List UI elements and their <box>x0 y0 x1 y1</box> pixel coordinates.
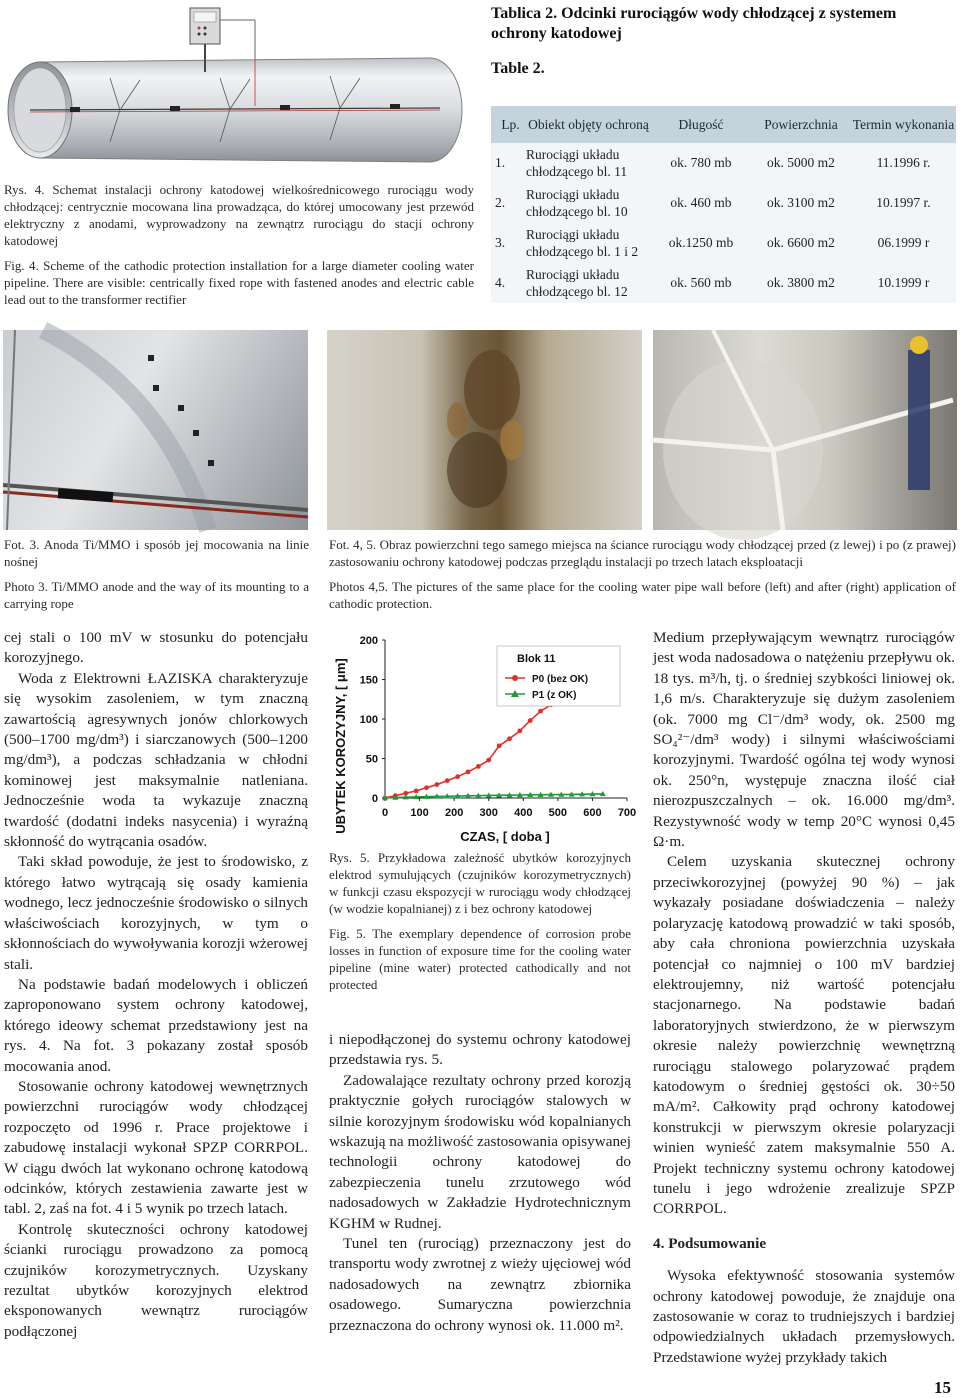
th-date: Termin wykonania <box>852 116 955 132</box>
col2-paragraph: Tunel ten (rurociąg) przeznaczony jest do transportu wody zwrotnej z wieży ujęciowej wód nadosadowych na zewnątrz zbiornika osadowego. Sumaryczna powierzchnia przeznaczona do ochrony wynosi ok. 11.000 m². <box>329 1235 631 1334</box>
cell-date: 10.1999 r <box>877 275 930 290</box>
table-title-text: Tablica 2. Odcinki rurociągów wody chłodzącej z systemem ochrony katodowej <box>491 5 897 42</box>
rys5-caption <box>329 849 631 993</box>
cell-object: Rurociągi układu chłodzącego bl. 11 <box>526 147 628 179</box>
x-tick-label: 600 <box>583 807 602 819</box>
rys4-caption <box>4 181 474 308</box>
data-point <box>507 736 512 741</box>
th-area: Powierzchnia <box>764 116 838 132</box>
col3-paragraph: Medium przepływającym wewnątrz rurociągów jest woda nadosadowa o natężeniu przepływu ok. 18 tys. m³/h, tj. o średniej szybkości liniowej ok. 1,6 m/s. Charakteryzuje się dużym zasoleniem (ok. 7000 mg Cl⁻/dm³ wody, ok. 2500 mg SO₄²⁻/dm³ wody) i silnymi właściwościami korozyjnymi. Twardość ogólna tej wody wynosi ok. 250°n, występuje znaczna ilość ciał nierozpuszczalnych – ok. 16.000 mg/dm³. Rezystywność wody w temp 20°C wynosi 0,45 Ω·m. <box>653 629 955 851</box>
th-lp: Lp. <box>501 116 520 132</box>
table-title-en: Table 2. <box>491 60 545 77</box>
data-point <box>445 778 450 783</box>
fig5-caption-en: Fig. 5. The exemplary dependence of corrosion probe losses in function of exposure time for the cooling water pipeline (mine water) protected cathodically and not protected <box>329 926 631 992</box>
rectifier-cabinet <box>190 8 255 60</box>
y-tick-label: 150 <box>359 674 378 687</box>
data-point <box>528 718 533 723</box>
fot45-caption <box>329 536 956 612</box>
cell-date: 06.1999 r <box>877 235 930 250</box>
table-row <box>491 223 956 263</box>
fot45-caption-pl: Fot. 4, 5. Obraz powierzchni tego samego miejsca na ściance rurociągu wody chłodzącej przed (z lewej) i po (z prawej) zastosowaniu ochrony katodowej podczas przeglądu instalacji po trzech latach eksploatacji <box>329 537 956 569</box>
x-tick-label: 500 <box>548 807 568 819</box>
x-tick-label: 100 <box>410 807 429 819</box>
th-object: Obiekt objęty ochroną <box>528 116 649 132</box>
legend-label-p1: P1 (z OK) <box>532 690 577 701</box>
section-heading: 4. Podsumowanie <box>653 1234 767 1252</box>
corrosion-chart <box>327 628 637 846</box>
cell-area: ok. 3100 m2 <box>767 195 835 210</box>
col1-paragraph: Kontrolę skuteczności ochrony katodowej ścianki rurociągu prowadzono za pomocą czujników korozymetrycznych. Uzyskany rezultat ubytków korozyjnych elektrod eksponowanych wewnątrz rurociągów podłączonej <box>4 1220 308 1340</box>
col1-paragraph: cej stali o 100 mV w stosunku do potencjału korozyjnego. <box>4 629 308 667</box>
fig4-caption-en: Fig. 4. Scheme of the cathodic protection installation for a large diameter cooling water pipeline. There are visible: centrically fixed rope with fastened anodes and electric cable lead out to the transformer rectifier <box>4 258 474 307</box>
body-column-1 <box>4 628 308 1342</box>
cell-length: ok. 560 mb <box>670 275 732 290</box>
chart-xlabel: CZAS, [ doba ] <box>460 829 550 844</box>
photo-3-anode <box>3 330 308 530</box>
col1-paragraph: Woda z Elektrowni ŁAZISKA charakteryzuje się wysokim zasoleniem, w tym znaczną zawartością agresywnych jonów chlorkowych (500–1700 mg/dm³) i siarczanowych (500–1200 mg/dm³), a podczas schładzania w chłodni kominowej jest maksymalnie natleniana. Jednocześnie woda ta wykazuje znaczną twardość (dodatni indeks nasycenia) i wyraźną skłonność do wytrącania osadów. <box>4 669 308 851</box>
cell-area: ok. 6600 m2 <box>767 235 835 250</box>
cell-length: ok.1250 mb <box>668 235 734 250</box>
table-header-row <box>491 106 956 143</box>
body-column-2 <box>329 1030 631 1336</box>
col3-paragraph: Wysoka efektywność stosowania systemów ochrony katodowej powoduje, że znajduje ona zastosowanie w coraz to trudniejszych i bardziej odpowiedzialnych układach przemysłowych. Przedstawione wyżej przykłady takich <box>653 1267 955 1366</box>
cell-lp: 1. <box>495 155 506 170</box>
data-point <box>476 764 481 769</box>
legend-marker-p0 <box>512 675 518 681</box>
data-point <box>434 782 439 787</box>
cell-lp: 4. <box>495 275 506 290</box>
cell-lp: 3. <box>495 235 506 250</box>
th-length: Długość <box>678 116 724 132</box>
photo-4-before <box>327 330 642 530</box>
cell-date: 10.1997 r. <box>876 195 931 210</box>
cell-object: Rurociągi układu chłodzącego bl. 10 <box>526 187 628 219</box>
cell-area: ok. 5000 m2 <box>767 155 835 170</box>
data-point <box>466 770 471 775</box>
table-row <box>491 183 956 223</box>
y-tick-label: 100 <box>359 714 378 726</box>
col1-paragraph: Stosowanie ochrony katodowej wewnętrznych powierzchni rurociągów wody chłodzącej rozpoczęto od 1996 r. Prace projektowe i zabudowę instalacji wykonał SPZP CORRPOL. W ciągu dwóch lat wykonano ochronę katodową odcinków, których zestawienia zawarte jest w tabl. 2, zaś na fot. 4 i 5 wynik po trzech latach. <box>4 1077 308 1218</box>
table-title <box>491 4 951 44</box>
chart-ylabel: UBYTEK KOROZYJNY, [ μm] <box>333 658 348 834</box>
fot3-caption <box>4 536 309 612</box>
x-tick-label: 700 <box>617 807 637 819</box>
rys4-caption-pl: Rys. 4. Schemat instalacji ochrony katodowej wielkośrednicowego rurociągu wody chłodzącej: centrycznie mocowana lina prowadząca, do której umocowany jest przewód elektryczny z anodami, wyprowadzony na zewnątrz rurociągu do stacji ochrony katodowej <box>4 182 474 248</box>
y-tick-label: 50 <box>365 753 378 766</box>
y-tick-label: 200 <box>359 635 378 647</box>
cell-date: 11.1996 r. <box>876 155 931 170</box>
cell-object: Rurociągi układu chłodzącego bl. 1 i 2 <box>526 227 639 259</box>
cell-area: ok. 3800 m2 <box>767 275 835 290</box>
pipeline-schematic-figure <box>0 0 478 176</box>
data-point <box>455 774 460 779</box>
data-point <box>424 785 429 790</box>
data-point <box>497 743 502 748</box>
rys5-caption-pl: Rys. 5. Przykładowa zależność ubytków korozyjnych elektrod symulujących (czujników korozymetrycznych) w funkcji czasu ekspozycji w rurociągu wody chłodzącej (w wodzie kopalnianej) z i bez ochrony katodowej <box>329 850 631 916</box>
page-number: 15 <box>934 1378 951 1397</box>
table-row <box>491 263 956 303</box>
legend-label-p0: P0 (bez OK) <box>532 674 589 685</box>
x-tick-label: 300 <box>479 807 498 819</box>
data-point <box>414 788 419 793</box>
body-column-3 <box>653 628 955 1368</box>
fot3-caption-pl: Fot. 3. Anoda Ti/MMO i sposób jej mocowania na linie nośnej <box>4 537 309 569</box>
y-tick-label: 0 <box>371 793 378 805</box>
photo3-caption-en: Photo 3. Ti/MMO anode and the way of its mounting to a carrying rope <box>4 579 309 611</box>
photos45-caption-en: Photos 4,5. The pictures of the same place for the cooling water pipe wall before (left) and after (right) application of cathodic protection. <box>329 579 956 611</box>
col3-paragraph: Celem uzyskania skutecznej ochrony przeciwkorozyjnej (powyżej 90 %) – jak wykazały posiadane doświadczenia – należy polaryzację katodową prowadzić w taki sposób, aby cała chroniona powierzchnia uzyskała potencjał co najmniej o 100 mV bardziej elektroujemny, niż wartość potencjału stacjonarnego. Na podstawie badań laboratoryjnych stwierdzono, że w pierwszym okresie należy powierzchnię wewnętrzną rurociągu stalowego polaryzować prądem katodowym o średniej gęstości ok. 30÷50 mA/m². Całkowity prąd ochrony katodowej konstrukcji w pierwszym okresie polaryzacji winien wynieść zatem maksymalnie 550 A. Projekt techniczny systemu ochrony katodowej tunelu i jego wdrożenie zrealizuje SPZP CORRPOL. <box>653 853 955 1218</box>
x-tick-label: 0 <box>381 807 389 819</box>
col2-paragraph: Zadowalające rezultaty ochrony przed korozją praktycznie gołych rurociągów stalowych w silnie korozyjnym środowisku wód kopalnianych wskazują na możliwość zastosowania opisywanej technologii ochrony katodowej do zabezpieczenia tunelu zrzutowego wód nadosadowych w Zakładzie Hydrotechnicznym KGHM w Rudnej. <box>329 1071 631 1232</box>
x-tick-label: 200 <box>444 807 464 819</box>
table-row <box>491 143 956 183</box>
col1-paragraph: Taki skład powoduje, że jest to środowisko, z którego łatwo wytrącają się osady kamienia wodnego, lecz jednocześnie środowisko o silnych właściwościach korozyjnych, w tym o skłonnościach do wywoływania korozji wżerowej stali. <box>4 853 308 973</box>
chart-legend <box>497 646 620 706</box>
cell-length: ok. 780 mb <box>670 155 732 170</box>
photo-5-after <box>653 330 957 530</box>
legend-title: Blok 11 <box>517 653 556 665</box>
col1-paragraph: Na podstawie badań modelowych i obliczeń zaproponowano system ochrony katodowej, którego ideowy schemat przedstawiony jest na rys. 4. Na fot. 3 pokazany został sposób mocowania anod. <box>4 975 308 1075</box>
cell-lp: 2. <box>495 195 506 210</box>
data-point <box>517 728 522 733</box>
cell-length: ok. 460 mb <box>670 195 732 210</box>
table-2 <box>491 106 956 303</box>
x-tick-label: 400 <box>514 807 533 819</box>
cell-object: Rurociągi układu chłodzącego bl. 12 <box>526 267 628 299</box>
data-point <box>486 758 491 763</box>
data-point <box>538 709 543 714</box>
col2-paragraph: i niepodłączonej do systemu ochrony katodowej przedstawia rys. 5. <box>329 1031 631 1069</box>
